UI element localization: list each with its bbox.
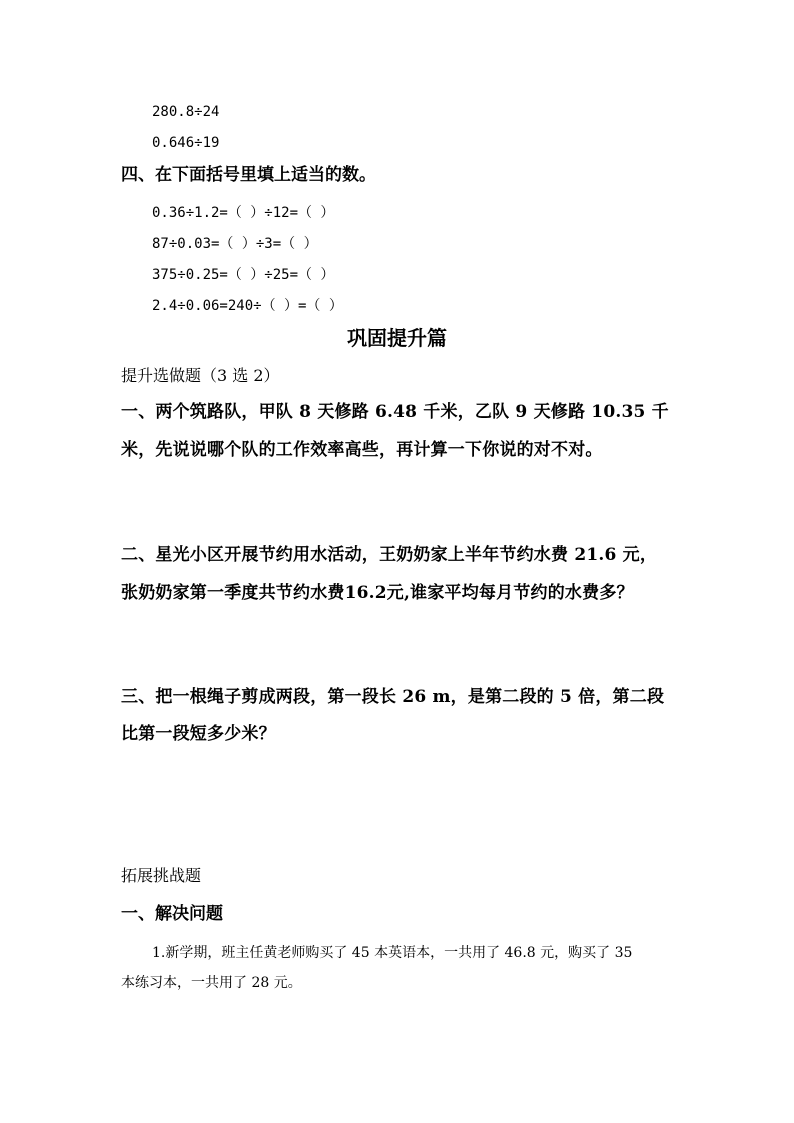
fill-blank-item: 2.4÷0.06=240÷（ ）=（ ） — [152, 298, 343, 314]
problem-line: 米，先说说哪个队的工作效率高些，再计算一下你说的对不对。 — [121, 440, 603, 460]
subsection-heading: 提升选做题（3 选 2） — [121, 366, 280, 385]
problem-line: 比第一段短多少米？ — [121, 724, 276, 744]
section-title: 巩固提升篇 — [347, 326, 447, 350]
exercise-line: 280.8÷24 — [152, 104, 220, 120]
paragraph-line: 本练习本，一共用了 28 元。 — [121, 975, 302, 991]
fill-blank-item: 0.36÷1.2=（ ）÷12=（ ） — [152, 205, 335, 221]
problem-line: 张奶奶家第一季度共节约水费16.2元,谁家平均每月节约的水费多？ — [121, 583, 634, 603]
subsection-heading: 拓展挑战题 — [121, 866, 202, 885]
problem-line: 三、把一根绳子剪成两段，第一段长 26 m，是第二段的 5 倍，第二段 — [121, 687, 665, 707]
fill-blank-item: 375÷0.25=（ ）÷25=（ ） — [152, 267, 335, 283]
section-heading: 一、解决问题 — [121, 904, 223, 924]
fill-blank-item: 87÷0.03=（ ）÷3=（ ） — [152, 236, 318, 252]
section-heading: 四、在下面括号里填上适当的数。 — [121, 165, 376, 185]
problem-line: 二、星光小区开展节约用水活动，王奶奶家上半年节约水费 21.6 元， — [121, 545, 658, 565]
exercise-line: 0.646÷19 — [152, 135, 220, 151]
paragraph-line: 1.新学期，班主任黄老师购买了 45 本英语本，一共用了 46.8 元，购买了 35 — [152, 945, 633, 961]
problem-line: 一、两个筑路队，甲队 8 天修路 6.48 千米，乙队 9 天修路 10.35 千 — [121, 402, 669, 422]
